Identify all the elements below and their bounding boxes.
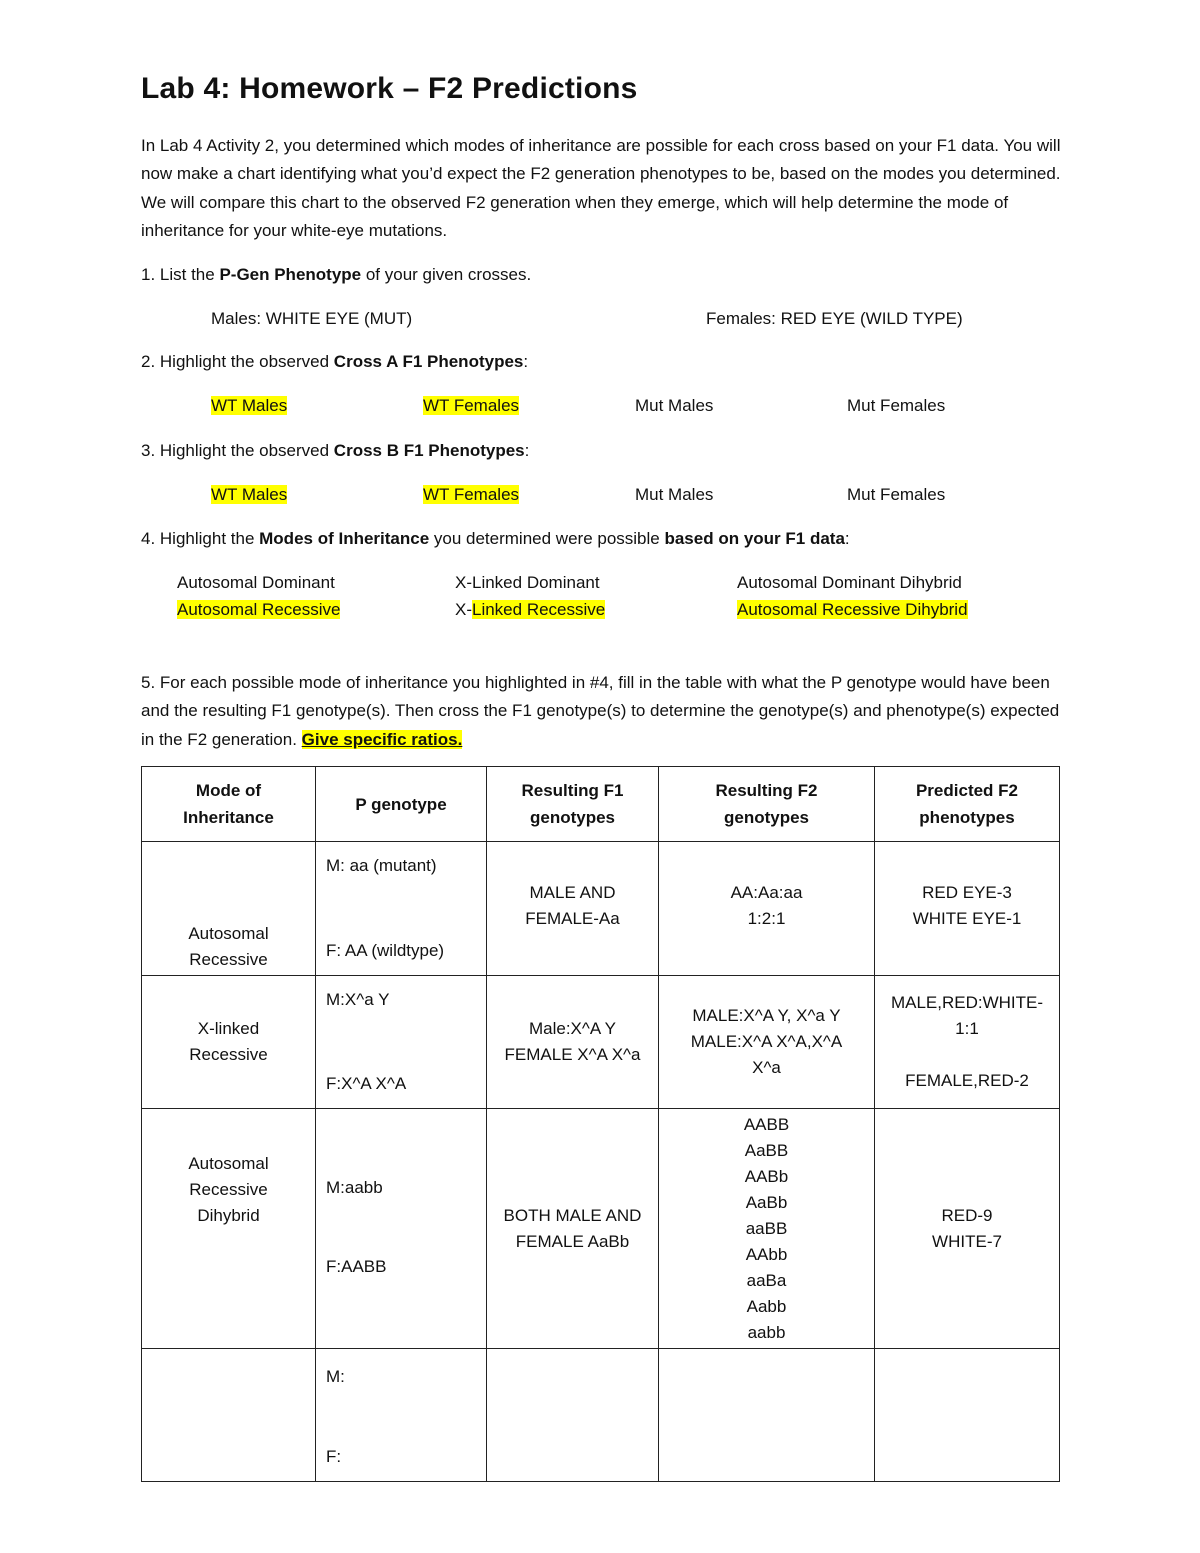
mode-autosomal-dominant-dihybrid: Autosomal Dominant Dihybrid [737,573,962,592]
header-f2: Resulting F2 genotypes [659,767,875,842]
mode-cell: Autosomal Recessive [142,842,316,976]
table-row [142,1349,1060,1482]
question-3: 3. Highlight the observed Cross B F1 Phenotypes: [141,441,530,460]
header-phenotypes: Predicted F2 phenotypes [875,767,1060,842]
cross-b-option-2: WT Females [423,485,520,504]
mode-cell: Autosomal Recessive Dihybrid [142,1109,316,1349]
cross-a-option-3: Mut Males [635,396,714,415]
header-f1: Resulting F1 genotypes [487,767,659,842]
intro-paragraph: In Lab 4 Activity 2, you determined which modes of inheritance are possible for each cross based on your F1 data. You will now make a chart identifying what you’d expect the F2 generation phenotypes to be, based on the modes you determined. We will compare this chart to the observed F2 generation when they emerge, which will help determine the mode of inheritance for your white-eye mutations. [141,136,1061,240]
question-1: 1. List the P-Gen Phenotype of your given crosses. [141,265,532,284]
mode-autosomal-dominant: Autosomal Dominant [177,573,335,592]
question-2: 2. Highlight the observed Cross A F1 Phenotypes: [141,352,529,371]
pgen-females: Females: RED EYE (WILD TYPE) [706,309,963,328]
p-genotype-cell: M:X^a Y F:X^A X^A [316,976,487,1109]
f1-cell: BOTH MALE AND FEMALE AaBb [487,1109,659,1349]
mode-x-linked-recessive: X-Linked Recessive [455,600,606,619]
cross-b-option-3: Mut Males [635,485,714,504]
f2-cell: MALE:X^A Y, X^a Y MALE:X^A X^A,X^A X^a [659,976,875,1109]
mode-x-linked-dominant: X-Linked Dominant [455,573,600,592]
phenotype-cell [875,1349,1060,1482]
f1-cell: MALE AND FEMALE-Aa [487,842,659,976]
table-row [142,842,1060,976]
phenotype-cell: RED EYE-3 WHITE EYE-1 [875,842,1060,976]
mode-cell: X-linked Recessive [142,976,316,1109]
phenotype-cell: RED-9 WHITE-7 [875,1109,1060,1349]
mode-autosomal-recessive-dihybrid: Autosomal Recessive Dihybrid [737,600,968,619]
p-genotype-cell: M: aa (mutant) F: AA (wildtype) [316,842,487,976]
table-row [142,1109,1060,1349]
cross-a-option-2: WT Females [423,396,520,415]
cross-a-option-4: Mut Females [847,396,946,415]
f2-cell [659,1349,875,1482]
cross-a-option-1: WT Males [211,396,288,415]
f1-cell [487,1349,659,1482]
question-5: 5. For each possible mode of inheritance you highlighted in #4, fill in the table with what the P genotype would have been and the resulting F1 genotype(s). Then cross the F1 genotype(s) to determine the genotype(s) and phenotype(s) expected in the F2 generation. Give specific ratios. [141,673,1060,749]
header-p-genotype: P genotype [316,767,487,842]
p-genotype-cell: M:aabb F:AABB [316,1109,487,1349]
p-genotype-cell: M: F: [316,1349,487,1482]
page-title: Lab 4: Homework – F2 Predictions [141,72,638,105]
f2-cell: AABB AaBB AABb AaBb aaBB AAbb aaBa Aabb aabb [659,1109,875,1349]
cross-b-option-1: WT Males [211,485,288,504]
table-row [142,976,1060,1109]
table-header-row [142,767,1060,842]
pgen-males: Males: WHITE EYE (MUT) [211,309,413,328]
f2-cell: AA:Aa:aa 1:2:1 [659,842,875,976]
mode-cell [142,1349,316,1482]
phenotype-cell: MALE,RED:WHITE- 1:1 FEMALE,RED-2 [875,976,1060,1109]
mode-autosomal-recessive: Autosomal Recessive [177,600,341,619]
f1-cell: Male:X^A Y FEMALE X^A X^a [487,976,659,1109]
question-4: 4. Highlight the Modes of Inheritance you determined were possible based on your F1 data: [141,529,850,548]
cross-b-option-4: Mut Females [847,485,946,504]
header-mode: Mode of Inheritance [142,767,316,842]
predictions-table [141,766,1060,1482]
